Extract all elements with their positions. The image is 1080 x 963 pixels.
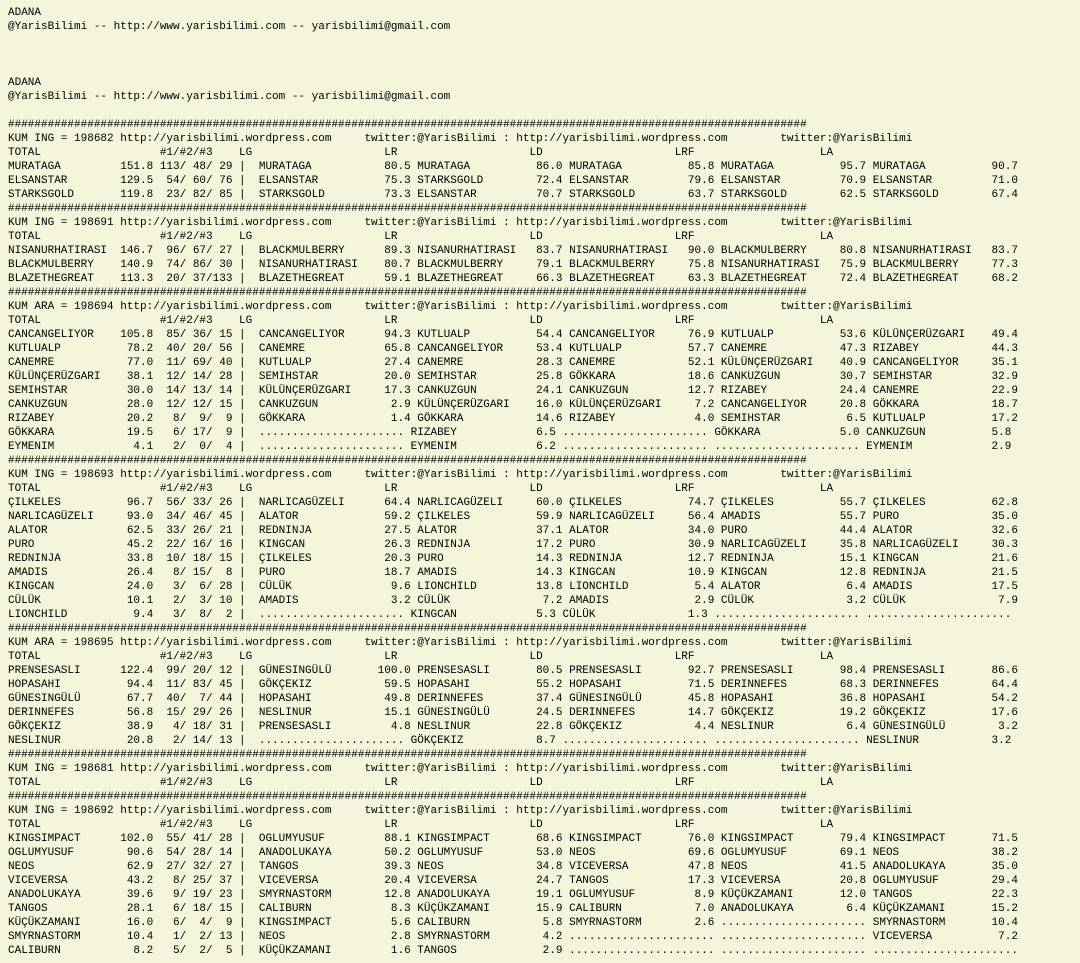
doc-line: BLACKMULBERRY 140.9 74/ 86/ 30 | NISANURHATIRASI 80.7 BLACKMULBERRY 79.1 BLACKMULBERRY 75.8 NISANURHATIRASI 75.9 BLACKMULBERRY 77.3 xyxy=(8,259,1018,271)
doc-line: @YarisBilimi -- http://www.yarisbilimi.com -- yarisbilimi@gmail.com xyxy=(8,21,451,33)
doc-line: KÜÇÜKZAMANI 16.0 6/ 4/ 9 | KINGSIMPACT 5.6 CALIBURN 5.8 SMYRNASTORM 2.6 ...................... SMYRNASTORM 10.4 xyxy=(8,917,1018,929)
doc-line: @YarisBilimi -- http://www.yarisbilimi.com -- yarisbilimi@gmail.com xyxy=(8,91,451,103)
doc-line: REDNINJA 33.8 10/ 18/ 15 | ÇILKELES 20.3 PURO 14.3 REDNINJA 12.7 REDNINJA 15.1 KINGCAN 21.6 xyxy=(8,553,1018,565)
doc-line xyxy=(8,104,1080,118)
doc-line: KUM ING = 198681 http://yarisbilimi.wordpress.com twitter:@YarisBilimi : http://yarisbilimi.wordpress.com twitter:@YarisBilimi xyxy=(8,763,913,775)
doc-line: GÖKKARA 19.5 6/ 17/ 9 | ...................... RIZABEY 6.5 ...................... GÖKKARA 5.0 CANKUZGUN 5.8 xyxy=(8,427,1012,439)
doc-line: CALIBURN 8.2 5/ 2/ 5 | KÜÇÜKZAMANI 1.6 TANGOS 2.9 ...................... ...................... ...................... xyxy=(8,945,1018,957)
doc-line: KUM ARA = 198695 http://yarisbilimi.wordpress.com twitter:@YarisBilimi : http://yarisbilimi.wordpress.com twitter:@YarisBilimi xyxy=(8,637,913,649)
doc-line: KUM ING = 198693 http://yarisbilimi.wordpress.com twitter:@YarisBilimi : http://yarisbilimi.wordpress.com twitter:@YarisBilimi xyxy=(8,469,913,481)
doc-line: NEOS 62.9 27/ 32/ 27 | TANGOS 39.3 NEOS 34.8 VICEVERSA 47.8 NEOS 41.5 ANADOLUKAYA 35.0 xyxy=(8,861,1018,873)
doc-line: TANGOS 28.1 6/ 18/ 15 | CALIBURN 8.3 KÜÇÜKZAMANI 15.9 CALIBURN 7.0 ANADOLUKAYA 6.4 KÜÇÜKZAMANI 15.2 xyxy=(8,903,1018,915)
doc-line: CANCANGELIYOR 105.8 85/ 36/ 15 | CANCANGELIYOR 94.3 KUTLUALP 54.4 CANCANGELIYOR 76.9 KUTLUALP 53.6 KÜLÜNÇERÜZGARI 49.4 xyxy=(8,329,1018,341)
doc-line: ######################################################################################################################### xyxy=(8,119,807,131)
doc-line: KUM ARA = 198694 http://yarisbilimi.wordpress.com twitter:@YarisBilimi : http://yarisbilimi.wordpress.com twitter:@YarisBilimi xyxy=(8,301,913,313)
doc-line: NARLICAGÜZELI 93.0 34/ 46/ 45 | ALATOR 59.2 ÇILKELES 59.9 NARLICAGÜZELI 56.4 AMADIS 55.7 PURO 35.0 xyxy=(8,511,1018,523)
doc-line: TOTAL #1/#2/#3 LG LR LD LRF LA xyxy=(8,651,834,663)
doc-line: KUM ING = 198682 http://yarisbilimi.wordpress.com twitter:@YarisBilimi : http://yarisbilimi.wordpress.com twitter:@YarisBilimi xyxy=(8,133,913,145)
doc-line: ANADOLUKAYA 39.6 9/ 19/ 23 | SMYRNASTORM 12.8 ANADOLUKAYA 19.1 OGLUMYUSUF 8.9 KÜÇÜKZAMANI 12.0 TANGOS 22.3 xyxy=(8,889,1018,901)
doc-line: CANEMRE 77.0 11/ 69/ 40 | KUTLUALP 27.4 CANEMRE 28.3 CANEMRE 52.1 KÜLÜNÇERÜZGARI 40.9 CANCANGELIYOR 35.1 xyxy=(8,357,1018,369)
doc-line: NESLINUR 20.8 2/ 14/ 13 | ...................... GÖKÇEKIZ 8.7 ...................... ...................... NESLINUR 3.2 xyxy=(8,735,1012,747)
doc-line: RIZABEY 20.2 8/ 9/ 9 | GÖKKARA 1.4 GÖKKARA 14.6 RIZABEY 4.0 SEMIHSTAR 6.5 KUTLUALP 17.2 xyxy=(8,413,1018,425)
doc-line: CANKUZGUN 28.0 12/ 12/ 15 | CANKUZGUN 2.9 KÜLÜNÇERÜZGARI 16.0 KÜLÜNÇERÜZGARI 7.2 CANCANGELIYOR 20.8 GÖKKARA 18.7 xyxy=(8,399,1018,411)
doc-line: TOTAL #1/#2/#3 LG LR LD LRF LA xyxy=(8,147,834,159)
doc-line: TOTAL #1/#2/#3 LG LR LD LRF LA xyxy=(8,819,834,831)
doc-line: EYMENIM 4.1 2/ 0/ 4 | ...................... EYMENIM 6.2 ...................... ...................... EYMENIM 2.9 xyxy=(8,441,1012,453)
doc-line: HOPASAHI 94.4 11/ 83/ 45 | GÖKÇEKIZ 59.5 HOPASAHI 55.2 HOPASAHI 71.5 DERINNEFES 68.3 DERINNEFES 64.4 xyxy=(8,679,1018,691)
doc-line: ELSANSTAR 129.5 54/ 60/ 76 | ELSANSTAR 75.3 STARKSGOLD 72.4 ELSANSTAR 79.6 ELSANSTAR 70.9 ELSANSTAR 71.0 xyxy=(8,175,1018,187)
doc-line: CÜLÜK 10.1 2/ 3/ 10 | AMADIS 3.2 CÜLÜK 7.2 AMADIS 2.9 CÜLÜK 3.2 CÜLÜK 7.9 xyxy=(8,595,1018,607)
doc-line: LIONCHILD 9.4 3/ 8/ 2 | ...................... KINGCAN 5.3 CÜLÜK 1.3 ...................... ...................... xyxy=(8,609,1012,621)
doc-line: GÜNESINGÜLÜ 67.7 40/ 7/ 44 | HOPASAHI 49.8 DERINNEFES 37.4 GÜNESINGÜLÜ 45.8 HOPASAHI 36.8 HOPASAHI 54.2 xyxy=(8,693,1018,705)
doc-line: VICEVERSA 43.2 8/ 25/ 37 | VICEVERSA 20.4 VICEVERSA 24.7 TANGOS 17.3 VICEVERSA 20.8 OGLUMYUSUF 29.4 xyxy=(8,875,1018,887)
doc-line xyxy=(8,62,1080,76)
doc-line: BLAZETHEGREAT 113.3 20/ 37/133 | BLAZETHEGREAT 59.1 BLAZETHEGREAT 66.3 BLAZETHEGREAT 63.3 BLAZETHEGREAT 72.4 BLAZETHEGREAT 68.2 xyxy=(8,273,1018,285)
doc-line: TOTAL #1/#2/#3 LG LR LD LRF LA xyxy=(8,483,834,495)
doc-line: KINGCAN 24.0 3/ 6/ 28 | CÜLÜK 9.6 LIONCHILD 13.8 LIONCHILD 5.4 ALATOR 6.4 AMADIS 17.5 xyxy=(8,581,1018,593)
doc-line: MURATAGA 151.8 113/ 48/ 29 | MURATAGA 80.5 MURATAGA 86.0 MURATAGA 85.8 MURATAGA 95.7 MURATAGA 90.7 xyxy=(8,161,1018,173)
doc-line: KUTLUALP 78.2 40/ 20/ 56 | CANEMRE 65.8 CANCANGELIYOR 53.4 KUTLUALP 57.7 CANEMRE 47.3 RIZABEY 44.3 xyxy=(8,343,1018,355)
doc-line: TOTAL #1/#2/#3 LG LR LD LRF LA xyxy=(8,231,834,243)
doc-line: ÇILKELES 96.7 56/ 33/ 26 | NARLICAGÜZELI 64.4 NARLICAGÜZELI 60.0 ÇILKELES 74.7 ÇILKELES 55.7 ÇILKELES 62.8 xyxy=(8,497,1018,509)
doc-line: TOTAL #1/#2/#3 LG LR LD LRF LA xyxy=(8,777,834,789)
doc-line xyxy=(8,34,1080,48)
doc-line: PRENSESASLI 122.4 99/ 20/ 12 | GÜNESINGÜLÜ 100.0 PRENSESASLI 80.5 PRENSESASLI 92.7 PRENSESASLI 98.4 PRENSESASLI 86.6 xyxy=(8,665,1018,677)
doc-line: ADANA xyxy=(8,77,42,89)
doc-line: SEMIHSTAR 30.0 14/ 13/ 14 | KÜLÜNÇERÜZGARI 17.3 CANKUZGUN 24.1 CANKUZGUN 12.7 RIZABEY 24.4 CANEMRE 22.9 xyxy=(8,385,1018,397)
doc-line: STARKSGOLD 119.8 23/ 82/ 85 | STARKSGOLD 73.3 ELSANSTAR 70.7 STARKSGOLD 63.7 STARKSGOLD 62.5 STARKSGOLD 67.4 xyxy=(8,189,1018,201)
doc-line: ######################################################################################################################### xyxy=(8,623,807,635)
doc-line: AMADIS 26.4 8/ 15/ 8 | PURO 18.7 AMADIS 14.3 KINGCAN 10.9 KINGCAN 12.8 REDNINJA 21.5 xyxy=(8,567,1018,579)
doc-line: KUM ING = 198691 http://yarisbilimi.wordpress.com twitter:@YarisBilimi : http://yarisbilimi.wordpress.com twitter:@YarisBilimi xyxy=(8,217,913,229)
doc-line: PURO 45.2 22/ 16/ 16 | KINGCAN 26.3 REDNINJA 17.2 PURO 30.9 NARLICAGÜZELI 35.8 NARLICAGÜZELI 30.3 xyxy=(8,539,1018,551)
doc-line: ALATOR 62.5 33/ 26/ 21 | REDNINJA 27.5 ALATOR 37.1 ALATOR 34.0 PURO 44.4 ALATOR 32.6 xyxy=(8,525,1018,537)
doc-line: KUM ING = 198692 http://yarisbilimi.wordpress.com twitter:@YarisBilimi : http://yarisbilimi.wordpress.com twitter:@YarisBilimi xyxy=(8,805,913,817)
doc-line: GÖKÇEKIZ 38.9 4/ 18/ 31 | PRENSESASLI 4.8 NESLINUR 22.8 GÖKÇEKIZ 4.4 NESLINUR 6.4 GÜNESINGÜLÜ 3.2 xyxy=(8,721,1018,733)
doc-line: ######################################################################################################################### xyxy=(8,455,807,467)
doc-line: OGLUMYUSUF 90.6 54/ 28/ 14 | ANADOLUKAYA 50.2 OGLUMYUSUF 53.0 NEOS 69.6 OGLUMYUSUF 69.1 NEOS 38.2 xyxy=(8,847,1018,859)
doc-line: ADANA xyxy=(8,7,42,19)
doc-line: KINGSIMPACT 102.0 55/ 41/ 28 | OGLUMYUSUF 88.1 KINGSIMPACT 68.6 KINGSIMPACT 76.0 KINGSIMPACT 79.4 KINGSIMPACT 71.5 xyxy=(8,833,1018,845)
doc-line: ######################################################################################################################### xyxy=(8,791,807,803)
doc-line: TOTAL #1/#2/#3 LG LR LD LRF LA xyxy=(8,315,834,327)
doc-line xyxy=(8,48,1080,62)
doc-line: DERINNEFES 56.8 15/ 29/ 26 | NESLINUR 15.1 GÜNESINGÜLÜ 24.5 DERINNEFES 14.7 GÖKÇEKIZ 19.2 GÖKÇEKIZ 17.6 xyxy=(8,707,1018,719)
doc-line: KÜLÜNÇERÜZGARI 38.1 12/ 14/ 28 | SEMIHSTAR 20.0 SEMIHSTAR 25.8 GÖKKARA 18.6 CANKUZGUN 30.7 SEMIHSTAR 32.9 xyxy=(8,371,1018,383)
doc-line: ######################################################################################################################### xyxy=(8,287,807,299)
doc-line: ######################################################################################################################### xyxy=(8,203,807,215)
doc-line: SMYRNASTORM 10.4 1/ 2/ 13 | NEOS 2.8 SMYRNASTORM 4.2 ...................... ...................... VICEVERSA 7.2 xyxy=(8,931,1018,943)
doc-line: ######################################################################################################################### xyxy=(8,749,807,761)
doc-line: NISANURHATIRASI 146.7 96/ 67/ 27 | BLACKMULBERRY 89.3 NISANURHATIRASI 83.7 NISANURHATIRASI 90.0 BLACKMULBERRY 80.8 NISANURHATIRASI 83.7 xyxy=(8,245,1018,257)
